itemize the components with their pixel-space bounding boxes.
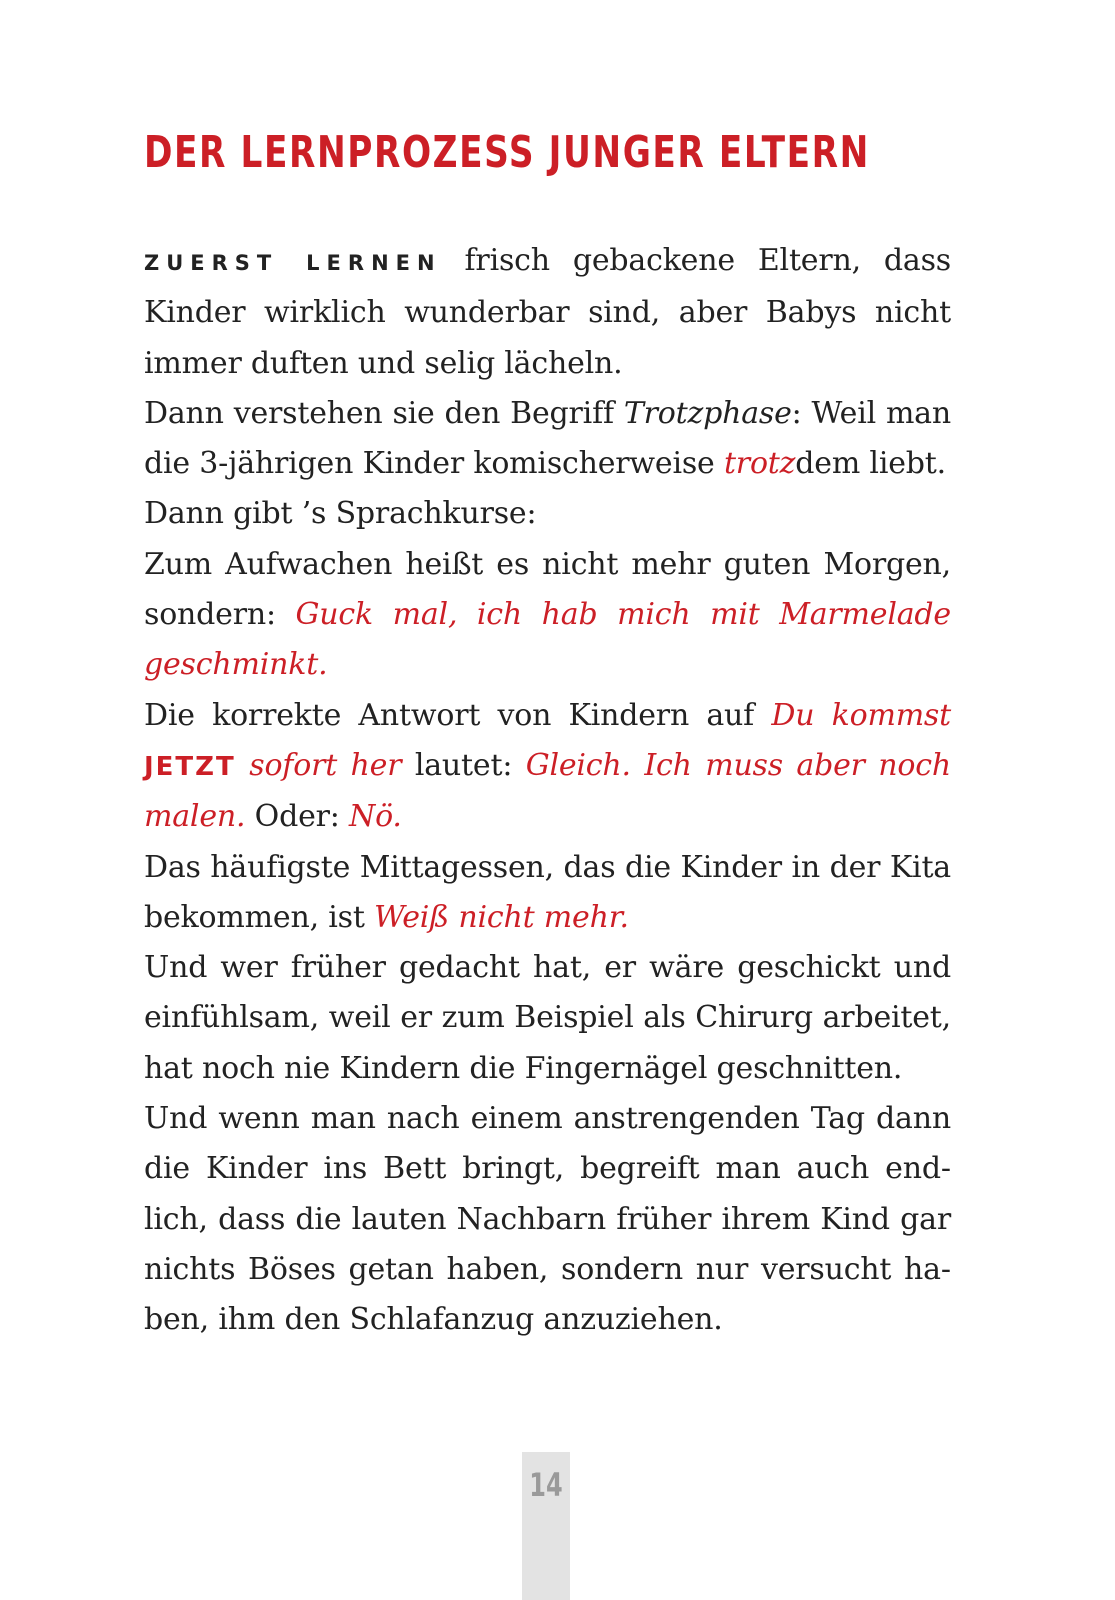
lead-in: ZUERST LERNEN xyxy=(144,251,442,275)
emphasis-jetzt: JETZT xyxy=(144,751,236,782)
page-number-tab xyxy=(522,1452,570,1600)
paragraph-1-text: frisch gebackene Eltern, dass Kinder wirklich wunderbar sind, aber Babys nicht immer duften und selig lächeln. xyxy=(144,243,951,381)
quote-du-kommst: Du kommst xyxy=(771,697,951,733)
paragraph-4-text: Zum Aufwachen heißt es nicht mehr guten Morgen, sondern: xyxy=(144,546,951,633)
highlight-trotz: trotz xyxy=(723,446,796,482)
paragraph-6 xyxy=(144,843,951,944)
page-title: DER LERNPROZESS JUNGER ELTERN xyxy=(144,127,870,178)
paragraph-6-text: Das häufigste Mittagessen, das die Kinder in der Kita bekommen, ist xyxy=(144,849,951,935)
paragraph-2-text-c: dem liebt. xyxy=(795,446,946,482)
paragraph-1 xyxy=(144,236,951,389)
term-trotzphase: Trotzphase xyxy=(623,395,792,431)
paragraph-4 xyxy=(144,540,951,691)
paragraph-7: Und wer früher gedacht hat, er wäre geschickt und einfühlsam, weil er zum Beispiel als Chirurg arbeitet, hat noch nie Kindern die Fingernägel geschnitten. xyxy=(144,950,951,1086)
body-text xyxy=(144,236,951,1346)
paragraph-5-text-a: Die korrekte Antwort von Kindern auf xyxy=(144,697,772,733)
quote-gleich: Gleich. Ich muss aber noch malen. xyxy=(144,747,951,835)
quote-weiss-nicht-mehr: Weiß nicht mehr. xyxy=(374,899,629,935)
quote-marmelade: Guck mal, ich hab mich mit Marmelade geschminkt. xyxy=(144,597,951,683)
paragraph-2-text-a: Dann verstehen sie den Begriff xyxy=(144,395,624,431)
paragraph-3: Dann gibt ’s Sprachkurse: xyxy=(144,496,537,532)
paragraph-8: Und wenn man nach einem anstrengenden Tag dann die Kinder ins Bett bringt, begreift man auch endlich, dass die lauten Nachbarn früher ihrem Kind gar nichts Böses getan haben, sondern nur versucht haben, ihm den Schlafanzug anzuziehen. xyxy=(144,1101,951,1338)
page-number: 14 xyxy=(529,1466,563,1504)
paragraph-2 xyxy=(144,389,951,490)
paragraph-5 xyxy=(144,691,951,843)
paragraph-5-text-c: Oder: xyxy=(245,799,350,835)
paragraph-2-text-b: : Weil man die 3-jährigen Kinder komischerweise xyxy=(144,395,951,482)
quote-sofort-her: sofort her xyxy=(249,747,402,783)
quote-noe: Nö. xyxy=(349,799,402,835)
paragraph-5-text-b: lautet: xyxy=(401,747,526,783)
